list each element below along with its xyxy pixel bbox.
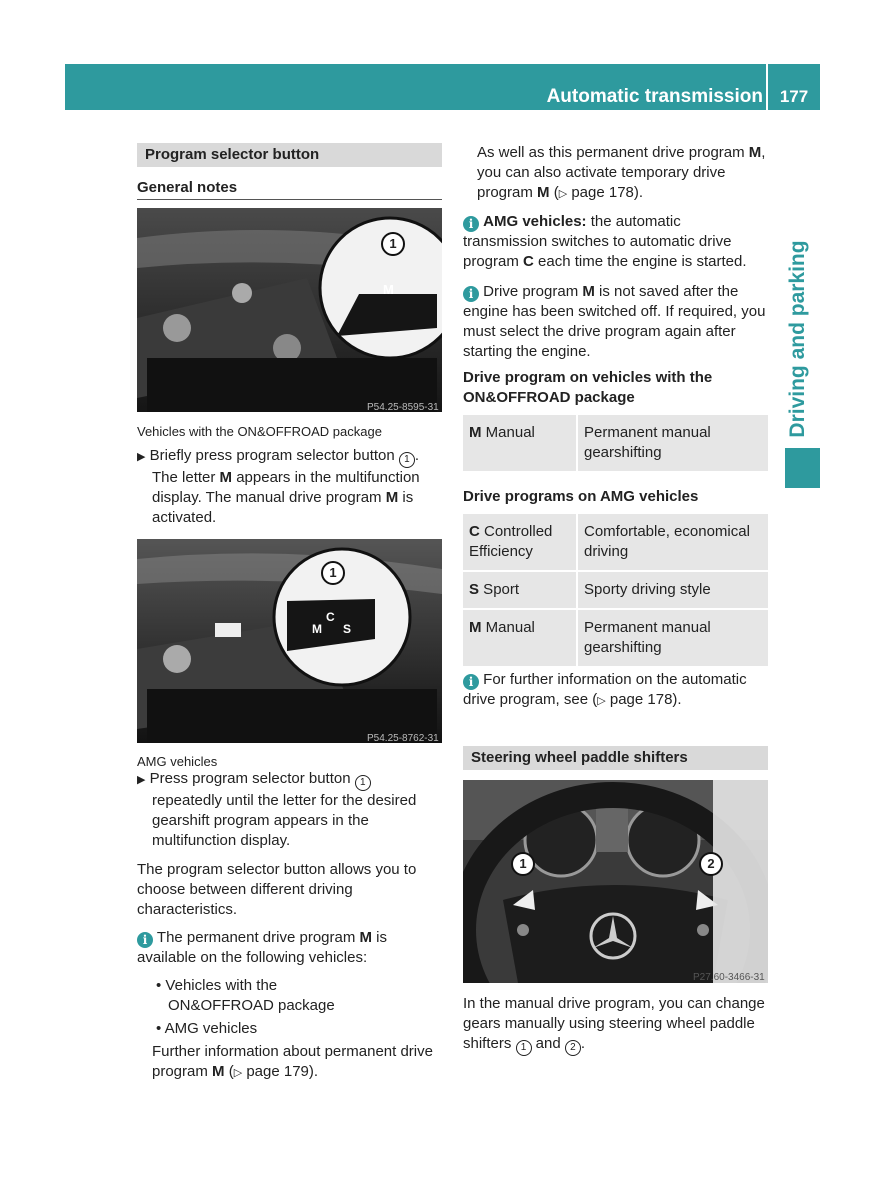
caption-amg: AMG vehicles <box>137 754 218 769</box>
further-info-permanent: Further information about permanent drive program M (▷ page 179). <box>152 1042 444 1083</box>
para-temporary-program: As well as this permanent drive program M, you can also activate temporary drive program M (▷ page 178). <box>477 143 767 204</box>
callout-ref-2: 2 <box>565 1040 581 1056</box>
table-amg-programs <box>463 512 768 666</box>
image-code: P54.25-8595-31 <box>367 402 439 412</box>
callout-1: 1 <box>511 852 535 876</box>
header-bar <box>65 64 820 110</box>
table-onoffroad-programs <box>463 413 768 471</box>
callout-1: 1 <box>381 232 405 256</box>
para-paddle-shifters: In the manual drive program, you can change gears manually using steering wheel paddle shifters 1 and 2 . <box>463 994 769 1056</box>
callout-ref-1: 1 <box>399 452 415 468</box>
button-letter-s: S <box>343 622 352 636</box>
button-letter-m: M <box>312 622 322 636</box>
table-row: M Manual Permanent manual gearshifting <box>463 414 768 471</box>
info-icon: i <box>463 286 479 302</box>
table-row: M Manual Permanent manual gearshifting <box>463 609 768 666</box>
section-title-program-selector: Program selector button <box>137 143 442 167</box>
heading-onoffroad-program: Drive program on vehicles with the ON&OFFROAD package <box>463 369 713 406</box>
bullet-list <box>156 976 442 1039</box>
button-letter-c: C <box>326 610 335 624</box>
heading-amg-programs: Drive programs on AMG vehicles <box>463 488 699 505</box>
table-row: C Controlled Efficiency Comfortable, economical driving <box>463 513 768 571</box>
page-number: 177 <box>779 87 809 106</box>
info-icon: i <box>463 674 479 690</box>
bullet-item: • Vehicles with the <box>156 977 278 994</box>
button-letter-m: M <box>383 282 394 297</box>
image-code: P27.60-3466-31 <box>693 972 765 983</box>
caption-onoffroad: Vehicles with the ON&OFFROAD package <box>137 424 382 439</box>
callout-1: 1 <box>321 561 345 585</box>
page-ref-arrow-icon: ▷ <box>597 695 606 707</box>
info-amg-vehicles: i AMG vehicles: the automatic transmission switches to automatic drive program C each time the engine is started. <box>463 213 747 270</box>
subsection-rule <box>137 199 442 200</box>
page-ref-arrow-icon: ▷ <box>558 188 568 200</box>
info-permanent-program: i The permanent drive program M is available on the following vehicles: <box>137 929 388 966</box>
bullet-item-continued: ON&OFFROAD package <box>168 997 335 1014</box>
info-program-not-saved: i Drive program M is not saved after the engine has been switched off. If required, you must select the drive program again after starting the engine. <box>463 283 766 360</box>
photo-selector-amg <box>137 539 442 743</box>
photo-selector-onoffroad <box>137 208 442 412</box>
info-icon: i <box>463 216 479 232</box>
page-header-title: Automatic transmission <box>546 86 763 107</box>
subsection-general-notes: General notes <box>137 179 238 196</box>
callout-ref-1: 1 <box>516 1040 532 1056</box>
para-selector-allows: The program selector button allows you to choose between different driving characteristics. <box>137 861 417 918</box>
step-press-repeatedly: ▶ Press program selector button 1 repeatedly until the letter for the desired gearshift program appears in the multifunction display. <box>137 770 417 849</box>
section-title-paddle-shifters: Steering wheel paddle shifters <box>463 746 768 770</box>
side-tab-marker <box>785 448 820 488</box>
step-briefly-press: ▶ Briefly press program selector button 1 . The letter M appears in the multifunction display. The manual drive program M is activated. <box>137 447 420 526</box>
page-ref-arrow-icon: ▷ <box>233 1067 243 1079</box>
callout-ref-1: 1 <box>355 775 371 791</box>
photo-steering-wheel-art <box>463 780 768 983</box>
step-arrow-icon: ▶ <box>137 774 146 786</box>
callout-2: 2 <box>699 852 723 876</box>
image-code: P54.25-8762-31 <box>367 733 439 743</box>
bullet-item: • AMG vehicles <box>156 1020 258 1037</box>
step-arrow-icon: ▶ <box>137 451 146 463</box>
info-further-automatic: i For further information on the automatic drive program, see (▷ page 178). <box>463 670 769 711</box>
photo-selector-amg-art <box>137 539 442 743</box>
table-row: S Sport Sporty driving style <box>463 571 768 609</box>
photo-steering-wheel <box>463 780 768 983</box>
side-tab-label: Driving and parking <box>786 240 809 438</box>
info-icon: i <box>137 932 153 948</box>
